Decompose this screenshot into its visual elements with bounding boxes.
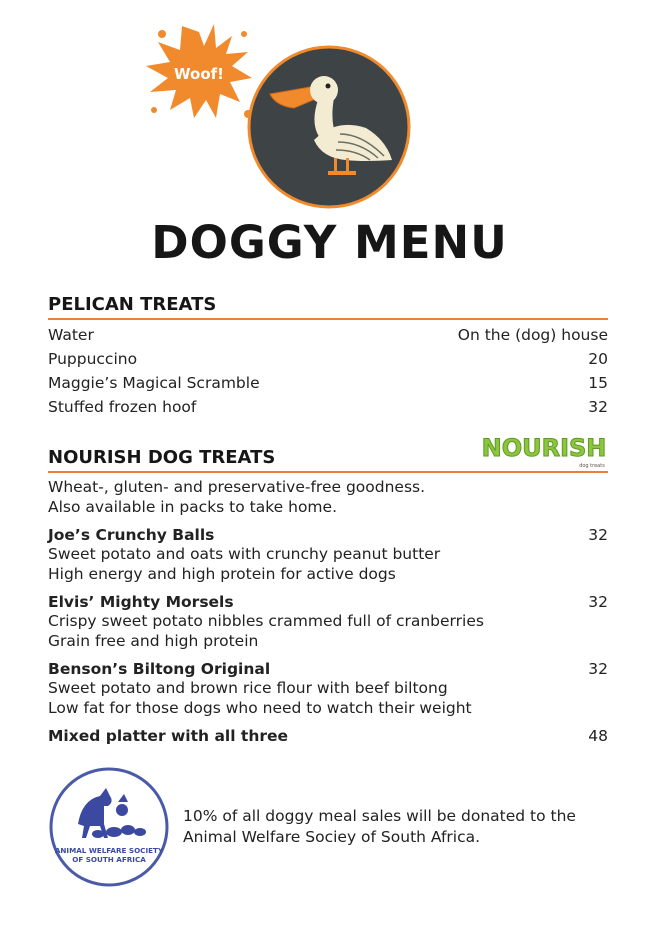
section-heading-pelican-treats: PELICAN TREATS [48,294,608,320]
item-price: 48 [588,727,608,745]
logo-line-1: ANIMAL WELFARE SOCIETY [54,846,164,855]
nourish-logo-subtext: dog treats [579,463,605,469]
item-name: Benson’s Biltong Original [48,660,271,678]
section-heading-nourish-dog-treats: NOURISH DOG TREATS [48,447,608,473]
description-line: Grain free and high protein [48,632,259,650]
list-item [48,371,608,395]
list-item [48,395,608,419]
item-price: 32 [588,660,608,678]
item-name: Water [48,326,94,344]
donation-note-line: Animal Welfare Sociey of South Africa. [183,828,481,846]
item-description [48,678,608,718]
animal-welfare-society-logo [48,766,170,888]
item-price: 20 [588,350,608,368]
item-price: On the (dog) house [457,326,608,344]
donation-note-line: 10% of all doggy meal sales will be donated to the [183,807,576,825]
item-name: Mixed platter with all three [48,727,289,745]
woof-splat-icon [140,18,258,126]
item-name: Maggie’s Magical Scramble [48,374,260,392]
description-line: Sweet potato and brown rice flour with beef biltong [48,679,448,697]
logo-line-2: OF SOUTH AFRICA [72,855,146,864]
item-price: 32 [588,593,608,611]
donation-note [183,806,603,848]
nourish-logo-text: NOURISH [482,434,607,462]
intro-line: Also available in packs to take home. [48,498,337,516]
pelican-badge [246,44,412,210]
item-price: 32 [588,526,608,544]
intro-line: Wheat-, gluten- and preservative-free goodness. [48,478,426,496]
section-intro [48,477,608,517]
page-title: DOGGY MENU [151,216,508,269]
splat-text: Woof! [174,65,224,83]
item-price: 32 [588,398,608,416]
list-item [48,724,608,748]
description-line: Sweet potato and oats with crunchy peanut butter [48,545,441,563]
description-line: Crispy sweet potato nibbles crammed full of cranberries [48,612,484,630]
list-item [48,347,608,371]
item-name: Joe’s Crunchy Balls [48,526,215,544]
item-price: 15 [588,374,608,392]
list-item [48,323,608,347]
item-description [48,544,608,584]
item-name: Stuffed frozen hoof [48,398,197,416]
description-line: Low fat for those dogs who need to watch their weight [48,699,472,717]
description-line: High energy and high protein for active dogs [48,565,396,583]
item-name: Puppuccino [48,350,138,368]
item-name: Elvis’ Mighty Morsels [48,593,234,611]
item-description [48,611,608,651]
nourish-logo [482,426,610,470]
